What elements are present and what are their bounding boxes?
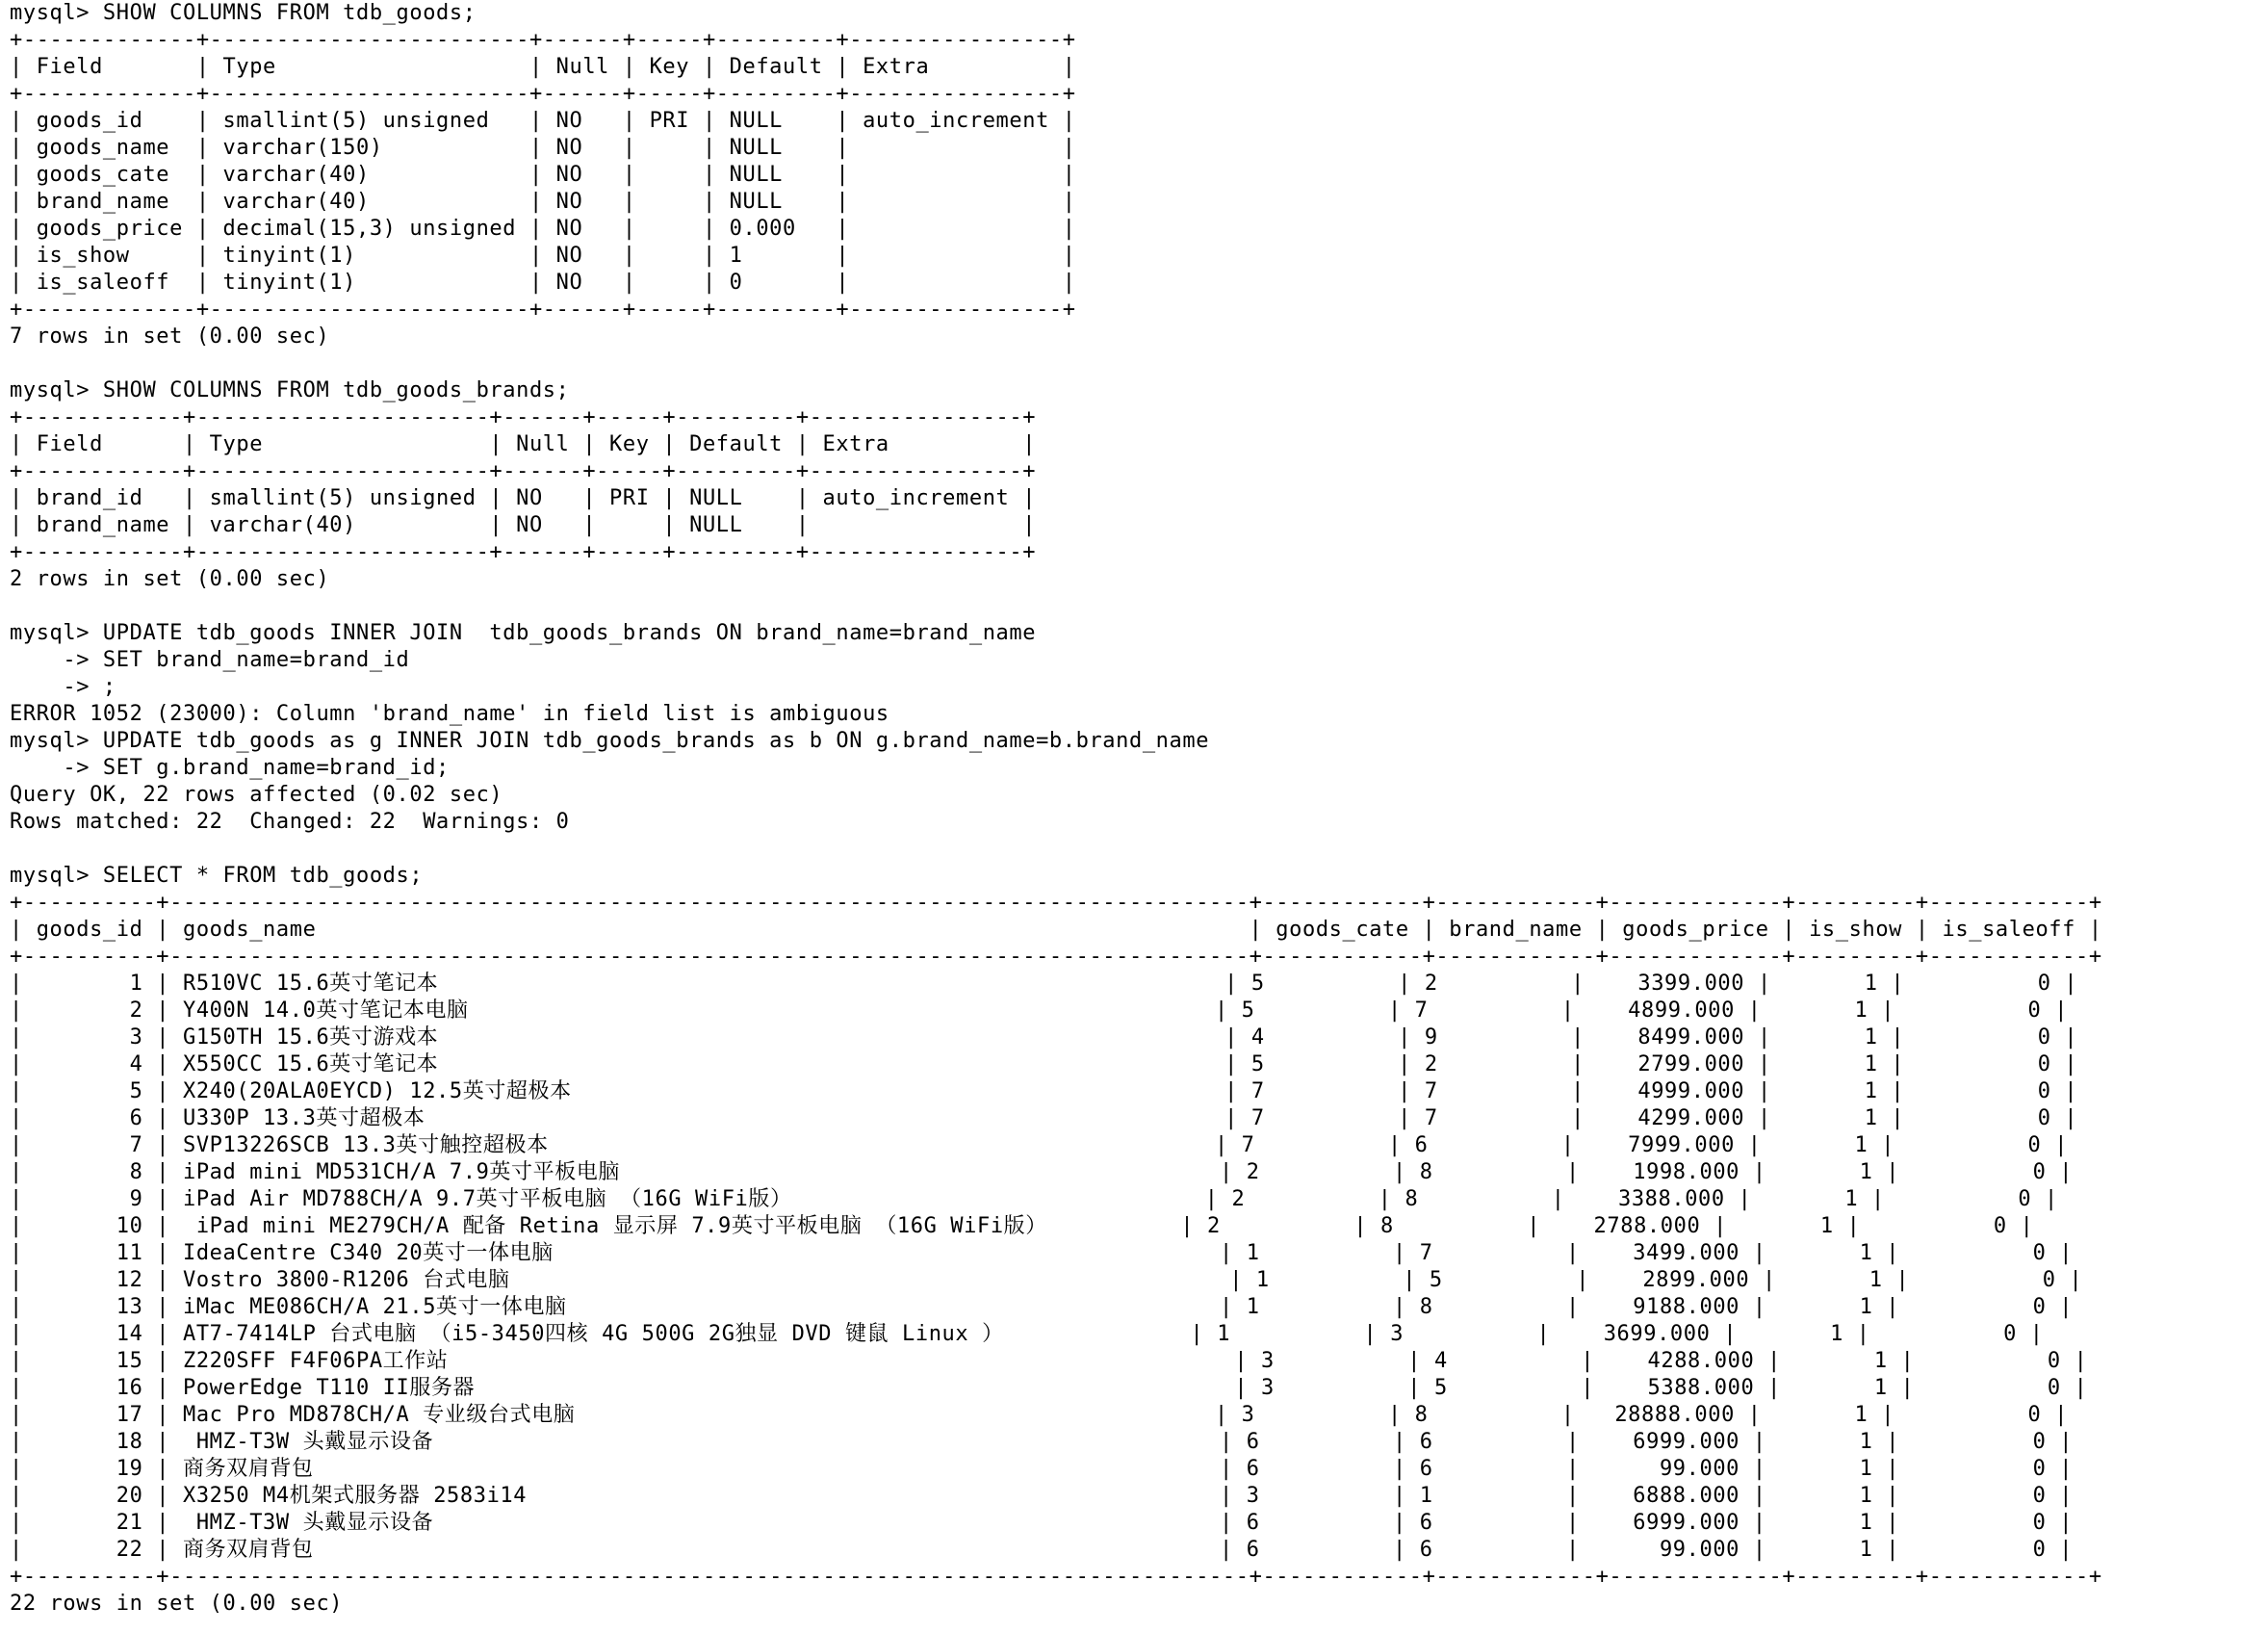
table-row: | 16 | PowerEdge T110 II服务器 | 3 | 5 | 5388.000 | 1 | 0 |: [10, 1376, 2088, 1400]
table-row: | 10 | iPad mini ME279CH/A 配备 Retina 显示屏 7.9英寸平板电脑 （16G WiFi版） | 2 | 8 | 2788.000 | 1 | 0 |: [10, 1214, 2034, 1238]
command-line: mysql> SELECT * FROM tdb_goods;: [10, 864, 424, 888]
table-border: +------------+----------------------+------+-----+---------+----------------+: [10, 405, 1037, 429]
output-line: Rows matched: 22 Changed: 22 Warnings: 0: [10, 810, 570, 834]
output-line: 22 rows in set (0.00 sec): [10, 1592, 344, 1616]
table-row: | 14 | AT7-7414LP 台式电脑 （i5-3450四核 4G 500G 2G独显 DVD 键鼠 Linux ） | 1 | 3 | 3699.000 | 1 | 0 |: [10, 1322, 2044, 1346]
table-row: | 9 | iPad Air MD788CH/A 9.7英寸平板电脑 （16G WiFi版） | 2 | 8 | 3388.000 | 1 | 0 |: [10, 1187, 2058, 1211]
command-line: mysql> SHOW COLUMNS FROM tdb_goods_brands;: [10, 378, 570, 402]
command-line: mysql> UPDATE tdb_goods INNER JOIN tdb_goods_brands ON brand_name=brand_name: [10, 621, 1037, 645]
table-row: | 19 | 商务双肩背包 | 6 | 6 | 99.000 | 1 | 0 |: [10, 1457, 2074, 1481]
output-line: Query OK, 22 rows affected (0.02 sec): [10, 783, 503, 807]
blank-line: [10, 836, 2268, 863]
blank-line: [10, 350, 2268, 377]
continuation-line: -> SET brand_name=brand_id: [10, 648, 410, 672]
table-border: +----------+---------------------------------------------------------------------------------+------------+------------+-------------+---------+------------+: [10, 891, 2102, 915]
continuation-line: -> ;: [10, 675, 116, 699]
table-row: | Field | Type | Null | Key | Default | Extra |: [10, 55, 1076, 79]
table-row: | 2 | Y400N 14.0英寸笔记本电脑 | 5 | 7 | 4899.000 | 1 | 0 |: [10, 998, 2069, 1023]
table-row: | 11 | IdeaCentre C340 20英寸一体电脑 | 1 | 7 | 3499.000 | 1 | 0 |: [10, 1241, 2074, 1265]
table-border: +-------------+------------------------+------+-----+---------+----------------+: [10, 28, 1076, 52]
command-line: mysql> SHOW COLUMNS FROM tdb_goods;: [10, 1, 477, 25]
table-row: | 3 | G150TH 15.6英寸游戏本 | 4 | 9 | 8499.000 | 1 | 0 |: [10, 1025, 2078, 1050]
table-row: | 1 | R510VC 15.6英寸笔记本 | 5 | 2 | 3399.000 | 1 | 0 |: [10, 972, 2078, 996]
table-row: | goods_id | goods_name | goods_cate | brand_name | goods_price | is_show | is_saleoff |: [10, 918, 2102, 942]
table-row: | 20 | X3250 M4机架式服务器 2583i14 | 3 | 1 | 6888.000 | 1 | 0 |: [10, 1484, 2074, 1508]
table-border: +-------------+------------------------+------+-----+---------+----------------+: [10, 82, 1076, 106]
table-row: | 22 | 商务双肩背包 | 6 | 6 | 99.000 | 1 | 0 |: [10, 1538, 2074, 1562]
table-row: | 7 | SVP13226SCB 13.3英寸触控超极本 | 7 | 6 | 7999.000 | 1 | 0 |: [10, 1133, 2069, 1157]
table-row: | 5 | X240(20ALA0EYCD) 12.5英寸超极本 | 7 | 7 | 4999.000 | 1 | 0 |: [10, 1079, 2078, 1103]
table-row: | brand_name | varchar(40) | NO | | NULL | |: [10, 513, 1037, 537]
table-row: | goods_id | smallint(5) unsigned | NO | PRI | NULL | auto_increment |: [10, 109, 1076, 133]
blank-line: [10, 593, 2268, 620]
table-row: | brand_name | varchar(40) | NO | | NULL | |: [10, 190, 1076, 214]
continuation-line: -> SET g.brand_name=brand_id;: [10, 756, 450, 780]
table-row: | 21 | HMZ-T3W 头戴显示设备 | 6 | 6 | 6999.000 | 1 | 0 |: [10, 1511, 2074, 1535]
output-line: 2 rows in set (0.00 sec): [10, 567, 330, 591]
table-row: | brand_id | smallint(5) unsigned | NO | PRI | NULL | auto_increment |: [10, 486, 1037, 510]
table-row: | is_show | tinyint(1) | NO | | 1 | |: [10, 244, 1076, 268]
table-row: | 18 | HMZ-T3W 头戴显示设备 | 6 | 6 | 6999.000 | 1 | 0 |: [10, 1430, 2074, 1454]
table-border: +-------------+------------------------+------+-----+---------+----------------+: [10, 298, 1076, 322]
table-row: | goods_cate | varchar(40) | NO | | NULL | |: [10, 163, 1076, 187]
table-row: | goods_name | varchar(150) | NO | | NULL | |: [10, 136, 1076, 160]
table-row: | 17 | Mac Pro MD878CH/A 专业级台式电脑 | 3 | 8 | 28888.000 | 1 | 0 |: [10, 1403, 2069, 1427]
table-row: | 8 | iPad mini MD531CH/A 7.9英寸平板电脑 | 2 | 8 | 1998.000 | 1 | 0 |: [10, 1160, 2074, 1184]
table-border: +----------+---------------------------------------------------------------------------------+------------+------------+-------------+---------+------------+: [10, 945, 2102, 969]
output-line: 7 rows in set (0.00 sec): [10, 324, 330, 349]
table-row: | Field | Type | Null | Key | Default | Extra |: [10, 432, 1037, 456]
table-row: | 4 | X550CC 15.6英寸笔记本 | 5 | 2 | 2799.000 | 1 | 0 |: [10, 1052, 2078, 1076]
table-row: | goods_price | decimal(15,3) unsigned | NO | | 0.000 | |: [10, 217, 1076, 241]
command-line: mysql> UPDATE tdb_goods as g INNER JOIN tdb_goods_brands as b ON g.brand_name=b.brand_name: [10, 729, 1210, 753]
table-row: | 12 | Vostro 3800-R1206 台式电脑 | 1 | 5 | 2899.000 | 1 | 0 |: [10, 1268, 2083, 1292]
table-row: | 6 | U330P 13.3英寸超极本 | 7 | 7 | 4299.000 | 1 | 0 |: [10, 1106, 2078, 1130]
table-border: +----------+---------------------------------------------------------------------------------+------------+------------+-------------+---------+------------+: [10, 1565, 2102, 1589]
table-border: +------------+----------------------+------+-----+---------+----------------+: [10, 540, 1037, 564]
error-message: ERROR 1052 (23000): Column 'brand_name' in field list is ambiguous: [10, 702, 889, 726]
table-row: | 13 | iMac ME086CH/A 21.5英寸一体电脑 | 1 | 8 | 9188.000 | 1 | 0 |: [10, 1295, 2074, 1319]
table-row: | is_saleoff | tinyint(1) | NO | | 0 | |: [10, 271, 1076, 295]
table-row: | 15 | Z220SFF F4F06PA工作站 | 3 | 4 | 4288.000 | 1 | 0 |: [10, 1349, 2088, 1373]
table-border: +------------+----------------------+------+-----+---------+----------------+: [10, 459, 1037, 483]
